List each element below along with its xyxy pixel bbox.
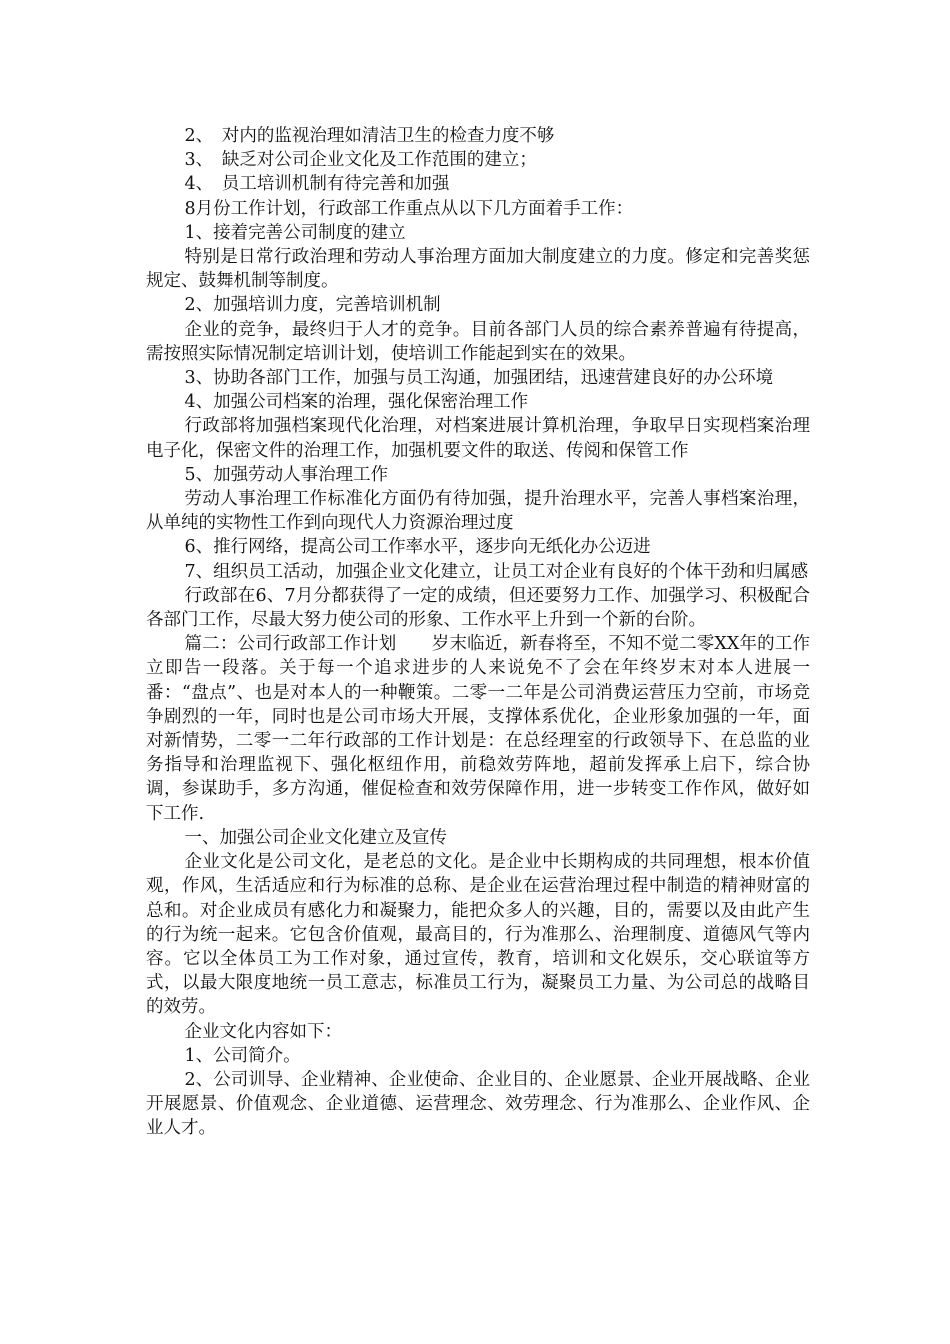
document-body [146,124,810,1141]
paragraph: 2、公司训导、企业精神、企业使命、企业目的、企业愿景、企业开展战略、企业开展愿景、价值观念、企业道德、运营理念、效劳理念、行为准那么、企业作风、企业人才。 [146,1069,810,1139]
paragraph: 2、 对内的监视治理如清洁卫生的检查力度不够 [184,126,555,146]
paragraph: 3、 缺乏对公司企业文化及工作范围的建立； [184,150,537,171]
paragraph: 8月份工作计划，行政部工作重点从以下几方面着手工作： [184,198,634,219]
paragraph: 3、协助各部门工作，加强与员工沟通，加强团结，迅速营建良好的办公环境 [184,368,774,389]
paragraph: 2、加强培训力度，完善培训机制 [184,295,441,316]
paragraph: 企业文化是公司文化，是老总的文化。是企业中长期构成的共同理想，根本价值观，作风，生活适应和行为标准的总称、是企业在运营治理过程中制造的精神财富的总和。对企业成员有感化力和凝聚力，能把众多人的兴趣，目的，需要以及由此产生的行为统一起来。它包含价值观，最高目的，行为准那么、治理制度、道德风气等内容。它以全体员工为工作对象，通过宣传，教育，培训和文化娱乐，交心联谊等方式，以最大限度地统一员工意志，标准员工行为，凝聚员工力量、为公司总的战略目的效劳。 [146,852,810,1018]
paragraph: 4、 员工培训机制有待完善和加强 [184,174,450,195]
paragraph: 篇二：公司行政部工作计划 岁末临近，新春将至，不知不觉二零XX年的工作立即告一段落。关于每一个追求进步的人来说免不了会在年终岁末对本人进展一番：“盘点”、也是对本人的一种鞭策。二零一二年是公司消费运营压力空前，市场竞争剧烈的一年，同时也是公司市场大开展，支撑体系优化，企业形象加强的一年，面对新情势，二零一二年行政部的工作计划是：在总经理室的行政领导下、在总监的业务指导和治理监视下、强化枢纽作用，前稳效劳阵地，超前发挥承上启下，综合协调，参谋助手，多方沟通，催促检查和效劳保障作用，进一步转变工作作风，做好如下工作. [146,634,810,824]
paragraph: 特别是日常行政治理和劳动人事治理方面加大制度建立的力度。修定和完善奖惩规定、鼓舞机制等制度。 [146,247,810,292]
paragraph: 一、加强公司企业文化建立及宣传 [184,827,447,848]
paragraph: 企业的竞争，最终归于人才的竞争。目前各部门人员的综合素养普遍有待提高，需按照实际情况制定培训计划，使培训工作能起到实在的效果。 [146,319,810,364]
paragraph: 劳动人事治理工作标准化方面仍有待加强，提升治理水平，完善人事档案治理，从单纯的实物性工作到向现代人力资源治理过度 [146,489,810,534]
paragraph: 行政部在6、7月分都获得了一定的成绩，但还要努力工作、加强学习、积极配合各部门工作，尽最大努力使公司的形象、工作水平上升到一个新的台阶。 [146,585,810,631]
paragraph: 1、公司简介。 [184,1045,301,1066]
paragraph: 行政部将加强档案现代化治理，对档案进展计算机治理，争取早日实现档案治理电子化，保密文件的治理工作，加强机要文件的取送、传阅和保管工作 [146,416,810,461]
paragraph: 企业文化内容如下： [184,1021,342,1042]
paragraph: 4、加强公司档案的治理，强化保密治理工作 [184,392,529,413]
paragraph: 5、加强劳动人事治理工作 [184,464,389,485]
paragraph: 6、推行网络，提高公司工作率水平，逐步向无纸化办公迈进 [184,537,651,558]
paragraph: 7、组织员工活动，加强企业文化建立，让员工对企业有良好的个体干劲和归属感 [184,561,809,582]
paragraph: 1、接着完善公司制度的建立 [184,222,406,243]
